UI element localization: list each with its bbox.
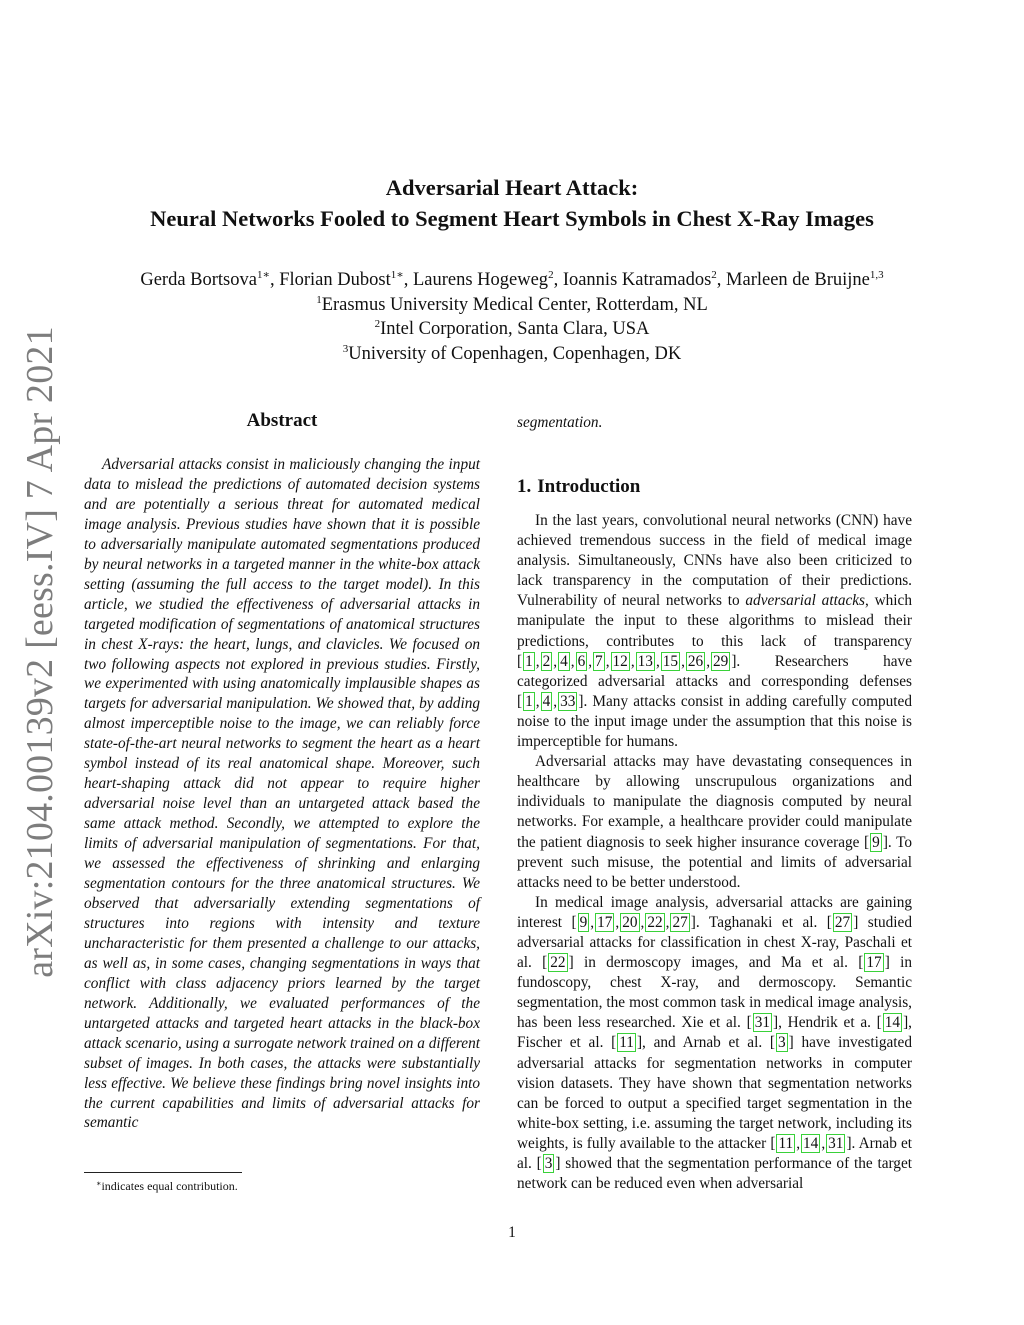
- abstract-heading: Abstract: [246, 410, 318, 431]
- paragraph-text: ] in dermoscopy images, and Ma et al. [: [568, 954, 864, 972]
- author-affiliation-mark: 2: [548, 269, 554, 281]
- citation-link[interactable]: 31: [754, 1014, 771, 1032]
- paragraph-text: Adversarial attacks may have devastating consequences in healthcare by allowing unscrupulous organizations and individuals to manipulate the diagnosis computed by neural networks. For example, a healthcare provider could manipulate the patient diagnosis to seek higher insurance coverage [: [517, 753, 912, 851]
- title-line-1: Adversarial Heart Attack:: [385, 175, 639, 200]
- citation-link[interactable]: 14: [884, 1014, 901, 1032]
- citation-link[interactable]: 1: [525, 692, 533, 710]
- citation-link[interactable]: 13: [637, 652, 653, 670]
- affiliation-number: 1: [316, 293, 322, 306]
- paragraph: [517, 893, 912, 1194]
- affiliation-number: 2: [374, 318, 381, 330]
- citation-link[interactable]: 31: [828, 1134, 844, 1152]
- paragraph-text: ]. Taghanaki et al. [: [690, 913, 832, 931]
- paragraph-text: ] have investigated adversarial attacks for segmentation networks in computer vision datasets. They have shown that segmentation networks can be forced to output a specified target segmentation in the white-box setting, i.e. assuming the target network, including its weights, is fully available to the attacker [: [517, 1034, 912, 1152]
- author-affiliation-mark: 1∗: [256, 269, 270, 281]
- paragraph-text: ], and Arnab et al. [: [636, 1034, 775, 1052]
- section-number: 1.: [517, 476, 532, 497]
- abstract-continuation: segmentation.: [517, 414, 603, 431]
- footnote-text: indicates equal contribution.: [101, 1179, 238, 1193]
- paragraph-text: ]. Arnab et al. [: [517, 1134, 912, 1172]
- author-separator: ,: [716, 270, 727, 290]
- introduction-body: [517, 511, 912, 1194]
- citation-link[interactable]: 4: [542, 692, 551, 710]
- citation-link[interactable]: 14: [803, 1134, 819, 1152]
- citation-link[interactable]: 17: [597, 913, 613, 931]
- affiliation-text: Erasmus University Medical Center, Rotterdam, NL: [321, 294, 708, 315]
- paragraph-text: ] studied adversarial attacks for classification in chest X-ray, Paschali et al. [: [517, 913, 912, 972]
- page-number: 1: [508, 1224, 516, 1241]
- citation-link[interactable]: 26: [687, 652, 704, 670]
- paragraph-text: In the last years, convolutional neural networks (CNN) have achieved tremendous success in the field of medical image analysis. Simultaneously, CNNs have also been criticized to lack transparency in the computation of their predictions. Vulnerability of neural networks to: [517, 512, 912, 610]
- citation-link[interactable]: 33: [560, 692, 576, 710]
- citation-group: 1 , 4 , 33: [525, 692, 576, 710]
- paragraph-text: ] showed that the segmentation performance of the target network can be reduced even when adversarial: [517, 1155, 912, 1193]
- affiliation: [0, 342, 1024, 367]
- citation-link[interactable]: 15: [662, 652, 679, 670]
- footnote: [96, 1179, 238, 1194]
- paragraph-text: ] in fundoscopy, chest X-ray, and dermoscopy. Semantic segmentation, the most common task in medical image analysis, has been less researched. Xie et al. [: [517, 954, 912, 1032]
- citation-link[interactable]: 27: [834, 913, 851, 931]
- affiliation: [0, 317, 1024, 342]
- citation-group: 9 , 17 , 20 , 22 , 27: [579, 913, 688, 931]
- title-line-2: Neural Networks Fooled to Segment Heart Symbols in Chest X-Ray Images: [150, 206, 874, 231]
- footnote-mark: ∗: [96, 1179, 102, 1188]
- citation-link[interactable]: 27: [672, 913, 688, 931]
- citation-link[interactable]: 9: [872, 833, 880, 851]
- citation-link[interactable]: 12: [612, 652, 628, 670]
- affiliation-number: 3: [342, 342, 349, 355]
- paragraph-text: ]. Many attacks consist in adding carefully computed noise to the input image under the assumption that this noise is imperceptible for humans.: [517, 692, 912, 751]
- paragraph: [517, 752, 912, 893]
- affiliation: [0, 293, 1024, 318]
- citation-link[interactable]: 20: [622, 913, 638, 931]
- citation-link[interactable]: 6: [577, 652, 586, 670]
- author-affiliation-mark: 2: [711, 269, 717, 281]
- author-name: Laurens Hogeweg: [412, 270, 549, 290]
- citation-link[interactable]: 22: [647, 913, 663, 931]
- citation-link[interactable]: 9: [579, 913, 588, 931]
- affiliation-text: University of Copenhagen, Copenhagen, DK: [348, 343, 682, 364]
- author-list: [0, 268, 1024, 293]
- paragraph-text: ], Hendrik et a. [: [773, 1014, 882, 1032]
- emphasis-text: adversarial attacks: [745, 592, 866, 610]
- author-name: Ioannis Katramados: [562, 270, 712, 290]
- paragraph-text: , which manipulate the input to these algorithms to mislead their predictions, contributes to this lack of transparency [: [517, 592, 912, 670]
- citation-link[interactable]: 3: [544, 1155, 553, 1172]
- citation-link[interactable]: 11: [619, 1034, 634, 1052]
- paragraph-text: ]. To prevent such misuse, the potential and limits of adversarial attacks need to be better understood.: [517, 833, 913, 891]
- citation-link[interactable]: 22: [550, 954, 566, 972]
- paragraph-text: ], Fischer et al. [: [517, 1014, 912, 1052]
- author-name: Florian Dubost: [279, 270, 391, 290]
- affiliation-text: Intel Corporation, Santa Clara, USA: [380, 319, 650, 339]
- paragraph-text: ]. Researchers have categorized adversarial attacks and corresponding defenses [: [517, 652, 912, 710]
- author-name: Marleen de Bruijne: [726, 270, 870, 290]
- author-affiliation-mark: 1,3: [869, 269, 884, 281]
- citation-link[interactable]: 11: [778, 1134, 794, 1152]
- author-name: Gerda Bortsova: [140, 270, 257, 290]
- author-block: [0, 268, 1024, 366]
- citation-link[interactable]: 17: [866, 954, 882, 972]
- section-title: Introduction: [537, 476, 641, 497]
- citation-link[interactable]: 4: [560, 652, 568, 670]
- arxiv-identifier: arXiv:2104.00139v2 [eess.IV] 7 Apr 2021: [19, 326, 61, 978]
- citation-link[interactable]: 2: [542, 652, 551, 670]
- footnote-rule: [84, 1172, 242, 1173]
- citation-group: 1 , 2 , 4 , 6 , 7 , 12 , 13 , 15 , 26 , 29: [525, 652, 729, 670]
- paragraph: [517, 511, 912, 752]
- author-separator: ,: [553, 270, 563, 290]
- author-separator: ,: [403, 270, 413, 290]
- citation-link[interactable]: 7: [595, 652, 603, 670]
- paper-title: [0, 172, 1024, 234]
- paragraph-text: In medical image analysis, adversarial attacks are gaining interest [: [517, 893, 912, 931]
- citation-link[interactable]: 1: [525, 652, 533, 670]
- citation-link[interactable]: 29: [713, 652, 729, 670]
- author-affiliation-mark: 1∗: [390, 269, 404, 281]
- citation-link[interactable]: 3: [777, 1034, 786, 1052]
- abstract-text: Adversarial attacks consist in maliciously changing the input data to mislead the predictions of automated decision systems and are potentially a serious threat for automated medical image analysis. Previous studies have shown that it is possible to adversarially manipulate automated segmentations produced by neural networks in a targeted manner in the white-box attack setting (assuming the full access to the target model). In this article, we studied the effectiveness of adversarial attacks in targeted modification of segmentations of anatomical structures in chest X-rays: the heart, lungs, and clavicles. We focused on two following aspects not explored in previous studies. Firstly, we experimented with using anatomically implausible shapes as targets for adversarial manipulation. We showed that, by adding almost imperceptible noise to the image, we can reliably force state-of-the-art neural networks to segment the heart as a heart symbol instead of its real anatomical shape. Moreover, such heart-shaping attack did not appear to require higher adversarial noise level than an untargeted attack based the same attack method. Secondly, we attempted to explore the limits of adversarial manipulation of segmentations. For that, we assessed the effectiveness of shrinking and enlarging segmentation contours for the three anatomical structures. We observed that adversarially extending segmentations of structures into regions with intensity and texture uncharacteristic for them presented a challenge to our attacks, as well as, in some cases, changing segmentations in ways that conflict with class adjacency priors learned by the target network. Additionally, we evaluated performances of the untargeted attacks and targeted heart attacks in the black-box attack scenario, using a surrogate network trained on a different subset of images. In both cases, the attacks were substantially less effective. We believe these findings bring novel insights into the current capabilities and limits of adversarial attacks for semantic: [84, 456, 480, 1132]
- section-heading-introduction: [517, 476, 640, 498]
- citation-group: 11 , 14 , 31: [778, 1134, 844, 1152]
- author-separator: ,: [269, 270, 280, 290]
